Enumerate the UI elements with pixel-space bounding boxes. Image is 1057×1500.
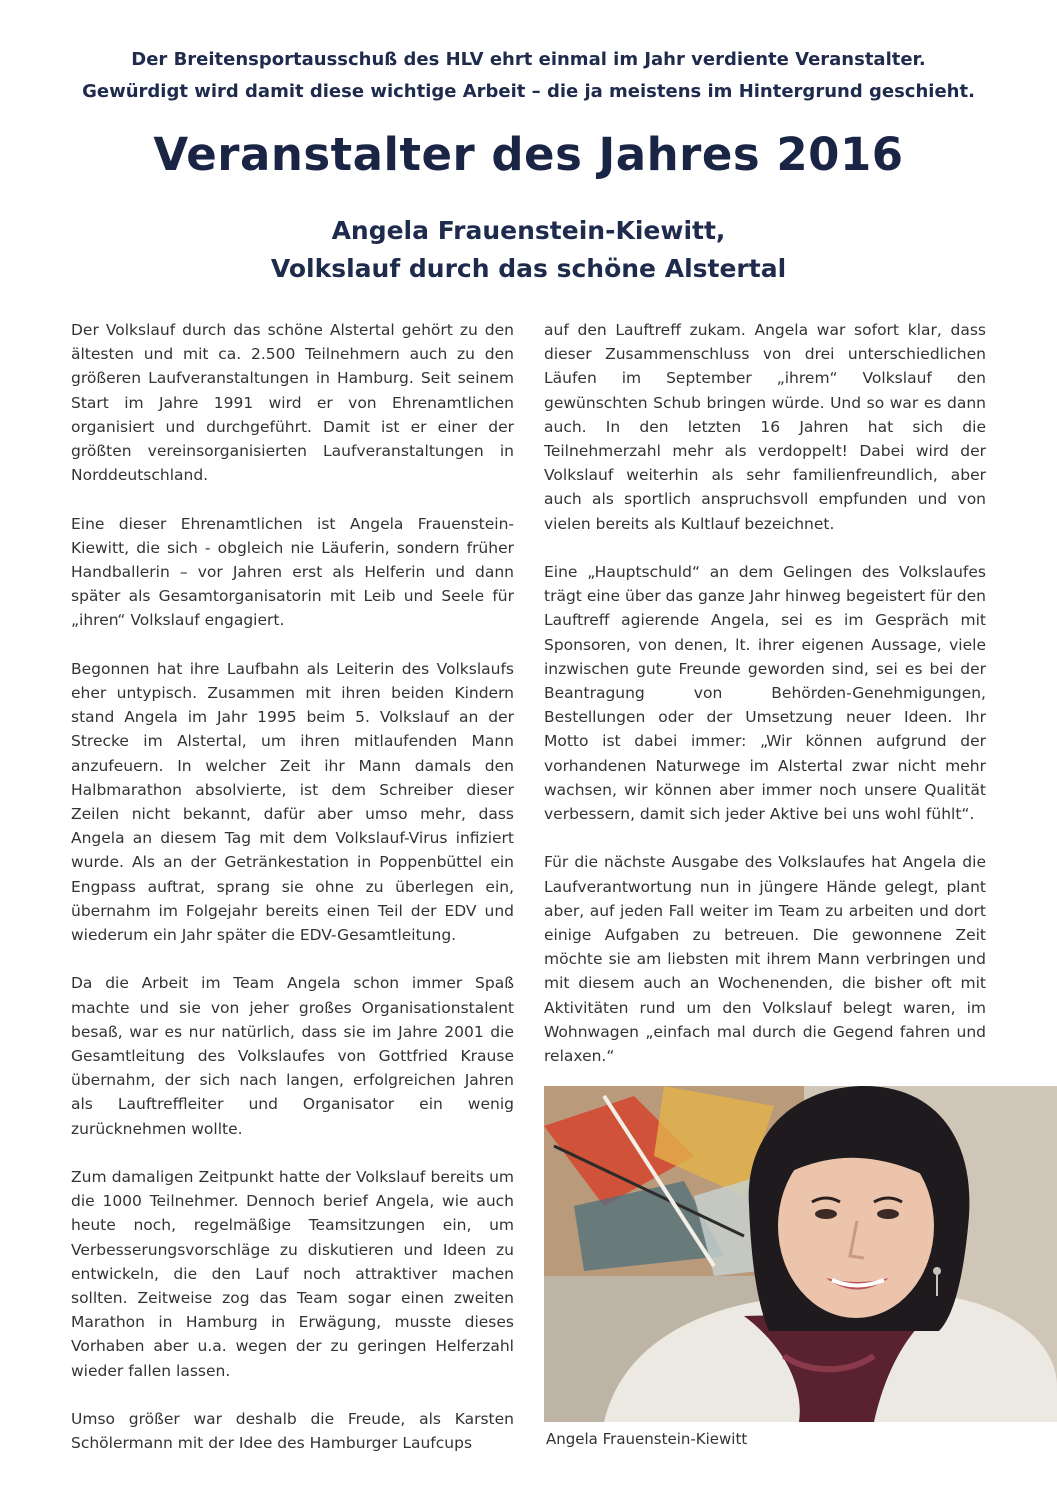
intro-line-2: Gewürdigt wird damit diese wichtige Arbeit – die ja meistens im Hintergrund geschieht. <box>82 81 975 102</box>
paragraph: auf den Lauftreff zukam. Angela war sofort klar, dass dieser Zusammenschluss von drei unterschiedlichen Läufen im September „ihrem“ Volkslauf den gewünschten Schub bringen würde. Und so war es dann auch. In den letzten 16 Jahren hat sich die Teilnehmerzahl mehr als verdoppelt! Dabei wird der Volkslauf weiterhin als sehr familienfreundlich, aber auch als sportlich anspruchsvoll empfunden und von vielen bereits als Kultlauf bezeichnet. <box>544 321 986 533</box>
paragraph: Eine „Hauptschuld“ an dem Gelingen des Volkslaufes trägt eine über das ganze Jahr hinweg begeistert für den Lauftreff agierende Angela, sei es im Gespräch mit Sponsoren, von denen, lt. ihrer eigenen Aussage, viele inzwischen gute Freunde geworden sind, sei es bei der Beantragung von Behörden-Genehmigungen, Bestellungen oder der Umsetzung neuer Ideen. Ihr Motto ist dabei immer: „Wir können aufgrund der vorhandenen Naturwege im Alstertal zwar nicht mehr wachsen, wir können aber immer noch unsere Qualität verbessern, damit sich jeder Aktive bei uns wohl fühlt“. <box>544 563 986 824</box>
subtitle-line-2: Volkslauf durch das schöne Alstertal <box>270 254 787 283</box>
article-subtitle <box>0 212 1057 288</box>
paragraph: Zum damaligen Zeitpunkt hatte der Volkslauf bereits um die 1000 Teilnehmer. Dennoch berief Angela, wie auch heute noch, regelmäßige Teamsitzungen ein, um Verbesserungsvorschläge zu diskutieren und Ideen zu entwickeln, die den Lauf noch attraktiver machen sollten. Zeitweise zog das Team sogar einen zweiten Marathon in Hamburg in Erwägung, musste dieses Vorhaben aber u.a. wegen der zu geringen Helferzahl wieder fallen lassen. <box>71 1168 514 1380</box>
page-title: Veranstalter des Jahres 2016 <box>153 128 904 181</box>
subtitle-line-1: Angela Frauenstein-Kiewitt, <box>331 216 726 245</box>
portrait-photo <box>544 1086 1057 1422</box>
paragraph: Begonnen hat ihre Laufbahn als Leiterin des Volkslaufs eher untypisch. Zusammen mit ihren beiden Kindern stand Angela im Jahr 1995 beim 5. Volkslauf an der Strecke im Alstertal, um ihren mitlaufenden Mann anzufeuern. In welcher Zeit ihr Mann damals den Halbmarathon absolvierte, ist dem Schreiber dieser Zeilen nicht bekannt, dafür aber umso mehr, dass Angela an diesem Tag mit dem Volkslauf-Virus infiziert wurde. Als an der Getränkestation in Poppenbüttel ein Engpass auftrat, sprang sie ohne zu überlegen ein, übernahm im Folgejahr bereits einen Teil der EDV und wiederum ein Jahr später die EDV-Gesamtleitung. <box>71 659 514 945</box>
right-column <box>544 318 986 1092</box>
paragraph: Der Volkslauf durch das schöne Alstertal gehört zu den ältesten und mit ca. 2.500 Teilnehmern auch zu den größeren Laufveranstaltungen in Hamburg. Seit seinem Start im Jahre 1991 wird er von Ehrenamtlichen organisiert und durchgeführt. Damit ist er einer der größten vereinsorganisierten Laufveranstaltungen in Norddeutschland. <box>71 321 514 485</box>
paragraph: Umso größer war deshalb die Freude, als Karsten Schölermann mit der Idee des Hamburger Laufcups <box>71 1410 514 1453</box>
paragraph: Da die Arbeit im Team Angela schon immer Spaß machte und sie von jeher großes Organisationstalent besaß, war es nur natürlich, dass sie im Jahre 2001 die Gesamtleitung des Volkslaufes von Gottfried Krause übernahm, der sich nach langen, erfolgreichen Jahren als Lauftreffleiter und Organisator ein wenig zurücknehmen wollte. <box>71 974 514 1138</box>
left-column <box>71 318 514 1480</box>
paragraph: Eine dieser Ehrenamtlichen ist Angela Frauenstein-Kiewitt, die sich - obgleich nie Läuferin, sondern früher Handballerin – vor Jahren erst als Helferin und dann später als Gesamtorganisatorin mit Leib und Seele für „ihren“ Volkslauf engagiert. <box>71 514 514 630</box>
photo-caption: Angela Frauenstein-Kiewitt <box>546 1430 748 1448</box>
intro-line-1: Der Breitensportausschuß des HLV ehrt einmal im Jahr verdiente Veranstalter. <box>131 49 926 70</box>
intro-text <box>40 44 1017 108</box>
portrait-illustration <box>544 1086 1057 1422</box>
paragraph: Für die nächste Ausgabe des Volkslaufes hat Angela die Laufverantwortung nun in jüngere Hände gelegt, plant aber, auf jeden Fall weiter im Team zu arbeiten und dort einige Aufgaben zu betreuen. Die gewonnene Zeit möchte sie am liebsten mit ihrem Mann verbringen und mit diesem auch an Wochenenden, die bisher oft mit Aktivitäten rund um den Volkslauf belegt waren, im Wohnwagen „einfach mal durch die Gegend fahren und relaxen.“ <box>544 853 986 1066</box>
